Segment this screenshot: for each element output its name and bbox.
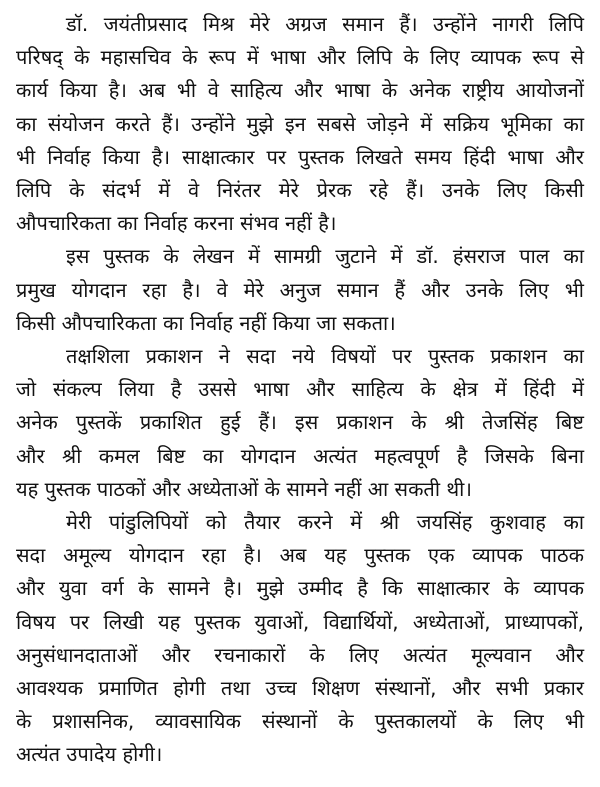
text-line: कार्य किया है। अब भी वे साहित्य और भाषा के अनेक राष्ट्रीय आयोजनों <box>16 78 584 103</box>
text-line: इस पुस्तक के लेखन में सामग्री जुटाने में डॉ. हंसराज पाल का <box>66 244 584 269</box>
text-line: यह पुस्तक पाठकों और अध्येताओं के सामने नहीं आ सकती थी। <box>16 476 472 501</box>
text-line: किसी औपचारिकता का निर्वाह नहीं किया जा सकता। <box>16 310 396 335</box>
text-line: जो संकल्प लिया है उससे भाषा और साहित्य के क्षेत्र में हिंदी में <box>16 377 584 402</box>
text-line: का संयोजन करते हैं। उन्होंने मुझे इन सबसे जोड़ने में सक्रिय भूमिका का <box>16 111 584 136</box>
text-line: विषय पर लिखी यह पुस्तक युवाओं, विद्यार्थियों, अध्येताओं, प्राध्यापकों, <box>16 609 584 634</box>
text-line: भी निर्वाह किया है। साक्षात्कार पर पुस्तक लिखते समय हिंदी भाषा और <box>16 144 584 169</box>
text-line: तक्षशिला प्रकाशन ने सदा नये विषयों पर पुस्तक प्रकाशन का <box>66 344 584 369</box>
text-line: अनेक पुस्तकें प्रकाशित हुई हैं। इस प्रकाशन के श्री तेजसिंह बिष्ट <box>16 410 584 435</box>
text-line: के प्रशासनिक, व्यावसायिक संस्थानों के पुस्तकालयों के लिए भी <box>16 709 584 734</box>
text-line: आवश्यक प्रमाणित होगी तथा उच्च शिक्षण संस्थानों, और सभी प्रकार <box>16 676 584 701</box>
text-line: परिषद् के महासचिव के रूप में भाषा और लिपि के लिए व्यापक रूप से <box>16 45 584 70</box>
text-line: मेरी पांडुलिपियों को तैयार करने में श्री जयसिंह कुशवाह का <box>66 510 584 535</box>
paragraph <box>16 8 584 240</box>
text-line: डॉ. जयंतीप्रसाद मिश्र मेरे अग्रज समान हैं। उन्होंने नागरी लिपि <box>66 12 584 36</box>
text-line: प्रमुख योगदान रहा है। वे मेरे अनुज समान हैं और उनके लिए भी <box>16 277 584 302</box>
text-line: औपचारिकता का निर्वाह करना संभव नहीं है। <box>16 211 337 236</box>
paragraph <box>16 506 584 772</box>
text-line: अनुसंधानदाताओं और रचनाकारों के लिए अत्यंत मूल्यवान और <box>16 642 584 667</box>
text-line: सदा अमूल्य योगदान रहा है। अब यह पुस्तक एक व्यापक पाठक <box>16 543 584 568</box>
paragraph <box>16 240 584 340</box>
text-line: लिपि के संदर्भ में वे निरंतर मेरे प्रेरक रहे हैं। उनके लिए किसी <box>16 178 584 203</box>
text-line: अत्यंत उपादेय होगी। <box>16 742 163 767</box>
text-line: और युवा वर्ग के सामने है। मुझे उम्मीद है कि साक्षात्कार के व्यापक <box>16 576 584 601</box>
text-line: और श्री कमल बिष्ट का योगदान अत्यंत महत्वपूर्ण है जिसके बिना <box>16 443 584 468</box>
paragraph <box>16 340 584 506</box>
